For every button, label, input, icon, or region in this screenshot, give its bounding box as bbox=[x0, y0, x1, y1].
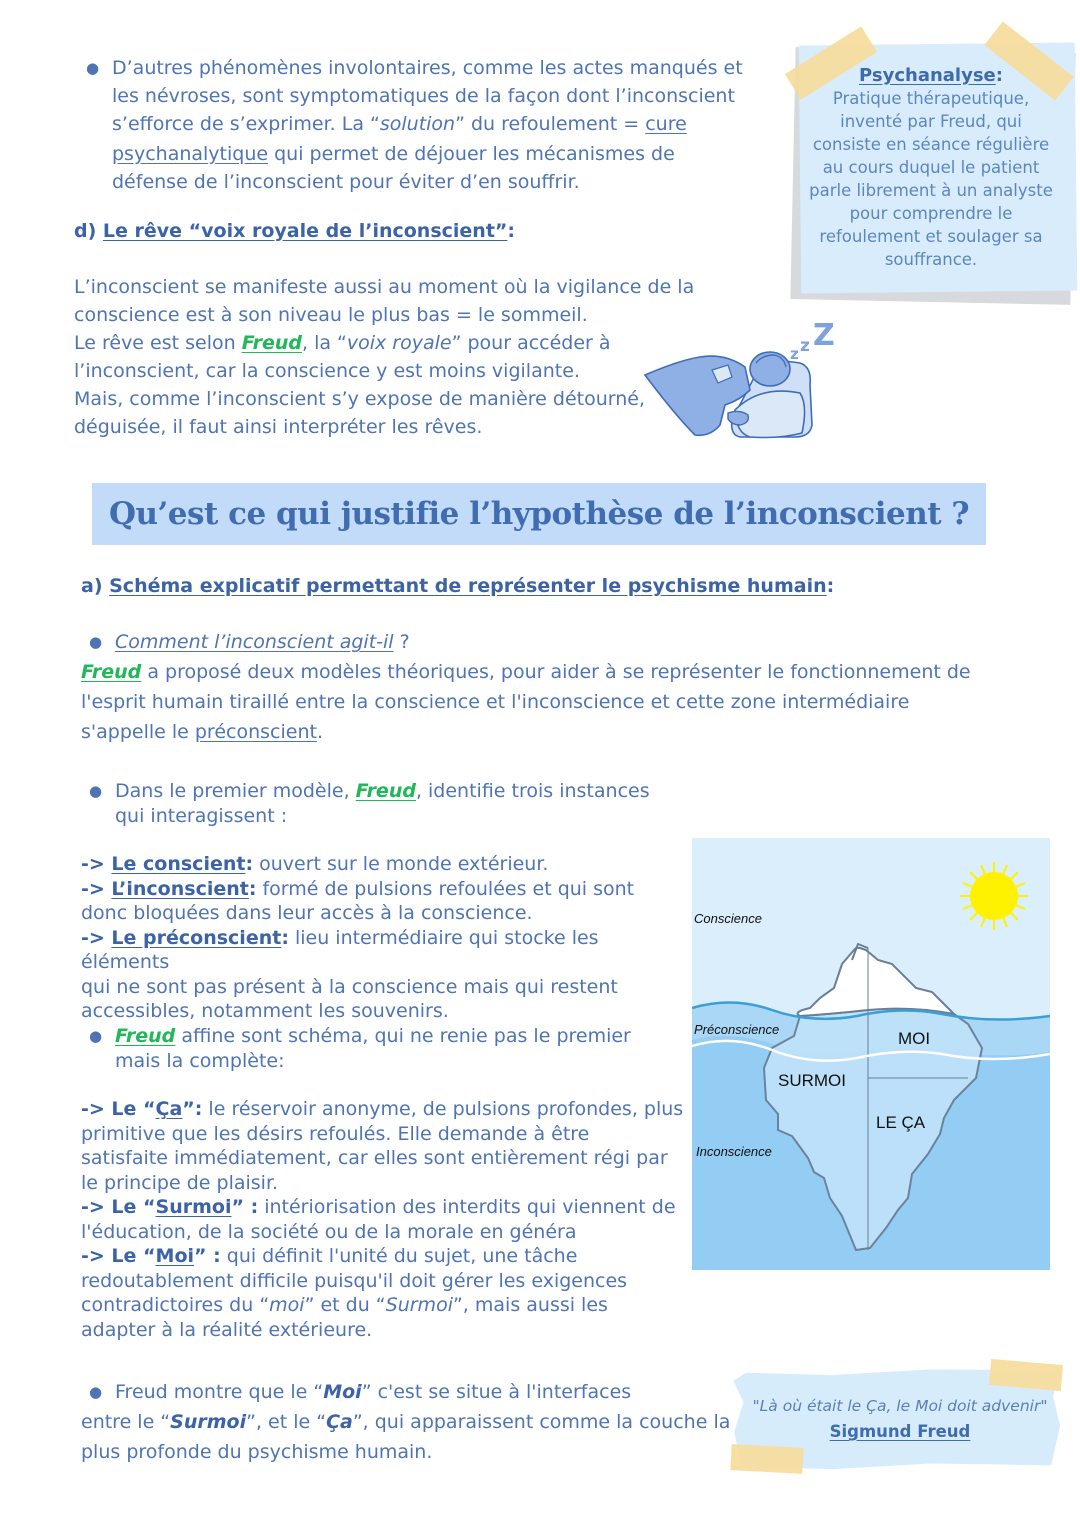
freud-link[interactable]: Freud bbox=[81, 661, 142, 683]
second-model-instances: -> Le “Ça”: le réservoir anonyme, de pulsions profondes, plus primitive que les désirs refoulés. Elle demande à être satisfaite immédiatement, car elles sont entièrement régi par le principe de plaisir. -> Le “Surmoi” : intériorisation des interdits qui viennent de l'éducation, de la société ou de la morale en généra -> Le “Moi” : qui définit l'unité du sujet, une tâche redoutablement difficile puisqu'il doit gérer les exigences contradictoires du “moi” et du “Surmoi”, mais aussi les adapter à la réalité extérieure. bbox=[81, 1097, 691, 1342]
svg-text:Z: Z bbox=[813, 318, 835, 353]
sun-icon bbox=[960, 862, 1028, 930]
part-label-surmoi: SURMOI bbox=[778, 1071, 846, 1090]
svg-text:z: z bbox=[800, 336, 810, 356]
quote-author: Sigmund Freud bbox=[829, 1422, 971, 1441]
part-label-moi: MOI bbox=[898, 1029, 931, 1048]
cure-link[interactable]: cure bbox=[645, 113, 687, 135]
sleeping-person-icon bbox=[640, 315, 850, 445]
psychanalyse-title: Psychanalyse bbox=[859, 65, 996, 86]
zone-label-conscience: Conscience bbox=[694, 911, 762, 926]
preconscient-link[interactable]: préconscient bbox=[194, 721, 317, 743]
zone-label-preconscience: Préconscience bbox=[694, 1022, 780, 1037]
instance-moi: -> Le “Moi” : qui définit l'unité du sujet, une tâche bbox=[81, 1245, 578, 1267]
second-model-bullet: ● Freud affine sont schéma, qui ne renie pas le premier mais la complète: bbox=[81, 1024, 681, 1073]
bullet-icon: ● bbox=[89, 782, 103, 800]
section-a-heading: a) Schéma explicatif permettant de représenter le psychisme humain: bbox=[81, 575, 835, 597]
conclusion-bullet: ● Freud montre que le “Moi” c'est se situe à l'interfaces entre le “Surmoi”, et le “Ça”, qui apparaissent comme la couche la plus profonde du psychisme humain. bbox=[81, 1377, 741, 1467]
quote bbox=[740, 1393, 1060, 1445]
psychanalytique-link[interactable]: psychanalytique bbox=[112, 143, 269, 165]
instance-inconscient: -> L’inconscient: formé de pulsions refoulées et qui sont bbox=[81, 877, 635, 900]
quote-text: "Là où était le Ça, le Moi doit advenir" bbox=[752, 1397, 1048, 1415]
sleeping-person-illustration bbox=[640, 315, 850, 445]
instance-ca: -> Le “Ça”: le réservoir anonyme, de pulsions profondes, plus bbox=[81, 1098, 684, 1120]
freud-link[interactable]: Freud bbox=[241, 332, 302, 354]
instance-preconscient: -> Le préconscient: lieu intermédiaire qui stocke les éléments bbox=[81, 926, 599, 973]
question-link[interactable]: Comment l’inconscient agit-il bbox=[115, 631, 394, 653]
section-d-heading: d) Le rêve “voix royale de l’inconscient”: bbox=[74, 220, 515, 242]
bullet-icon: ● bbox=[89, 1027, 103, 1045]
iceberg-diagram bbox=[692, 838, 1050, 1270]
section-d-body: L’inconscient se manifeste aussi au moment où la vigilance de la conscience est à son niveau le plus bas = le sommeil. Le rêve est selon Freud, la “voix royale” pour accéder à l’inconscient, car la conscience y est moins vigilante. Mais, comme l’inconscient s’y expose de manière détourné, déguisée, il faut ainsi interpréter les rêves. bbox=[74, 276, 695, 438]
instance-conscient: -> Le conscient: ouvert sur le monde extérieur. bbox=[81, 853, 549, 875]
svg-text:z: z bbox=[790, 345, 799, 363]
bullet-icon: ● bbox=[89, 1383, 103, 1401]
freud-link[interactable]: Freud bbox=[355, 780, 416, 802]
section-title: Qu’est ce qui justifie l’hypothèse de l’inconscient ? bbox=[108, 496, 970, 532]
repression-bullet: ● D’autres phénomènes involontaires, comme les actes manqués et les névroses, sont symptomatiques de la façon dont l’inconscient s’efforce de s’exprimer. La “solution” du refoulement = cure psychanalytique qui permet de déjouer les mécanismes de défense de l’inconscient pour éviter d’en souffrir. bbox=[78, 54, 778, 196]
freud-link[interactable]: Freud bbox=[115, 1025, 176, 1047]
bullet-icon: ● bbox=[86, 59, 100, 77]
instance-surmoi: -> Le “Surmoi” : intériorisation des interdits qui viennent de bbox=[81, 1196, 676, 1218]
bullet-icon: ● bbox=[89, 633, 103, 651]
part-label-ca: LE ÇA bbox=[876, 1113, 926, 1132]
tape-strip bbox=[730, 1444, 803, 1474]
first-model-instances: -> Le conscient: ouvert sur le monde extérieur. -> L’inconscient: formé de pulsions refoulées et qui sont donc bloquées dans leur accès à la conscience. -> Le préconscient: lieu intermédiaire qui stocke les éléments qui ne sont pas présent à la conscience mais qui restent accessibles, notamment les souvenirs. bbox=[81, 852, 681, 1024]
sticky-note-text: Psychanalyse: Pratique thérapeutique, inventé par Freud, qui consiste en séance régulière au cours duquel le patient parle librement à un analyste pour comprendre le refoulement et soulager sa souffrance. bbox=[809, 65, 1053, 269]
intro-block: ● Comment l’inconscient agit-il ? Freud a proposé deux modèles théoriques, pour aider à se représenter le fonctionnement de l'esprit humain tiraillé entre la conscience et l'inconscience et cette zone intermédiaire s'appelle le préconscient. bbox=[81, 628, 1001, 746]
first-model-bullet: ● Dans le premier modèle, Freud, identifie trois instances qui interagissent : bbox=[81, 779, 681, 828]
zone-label-inconscience: Inconscience bbox=[696, 1144, 772, 1159]
